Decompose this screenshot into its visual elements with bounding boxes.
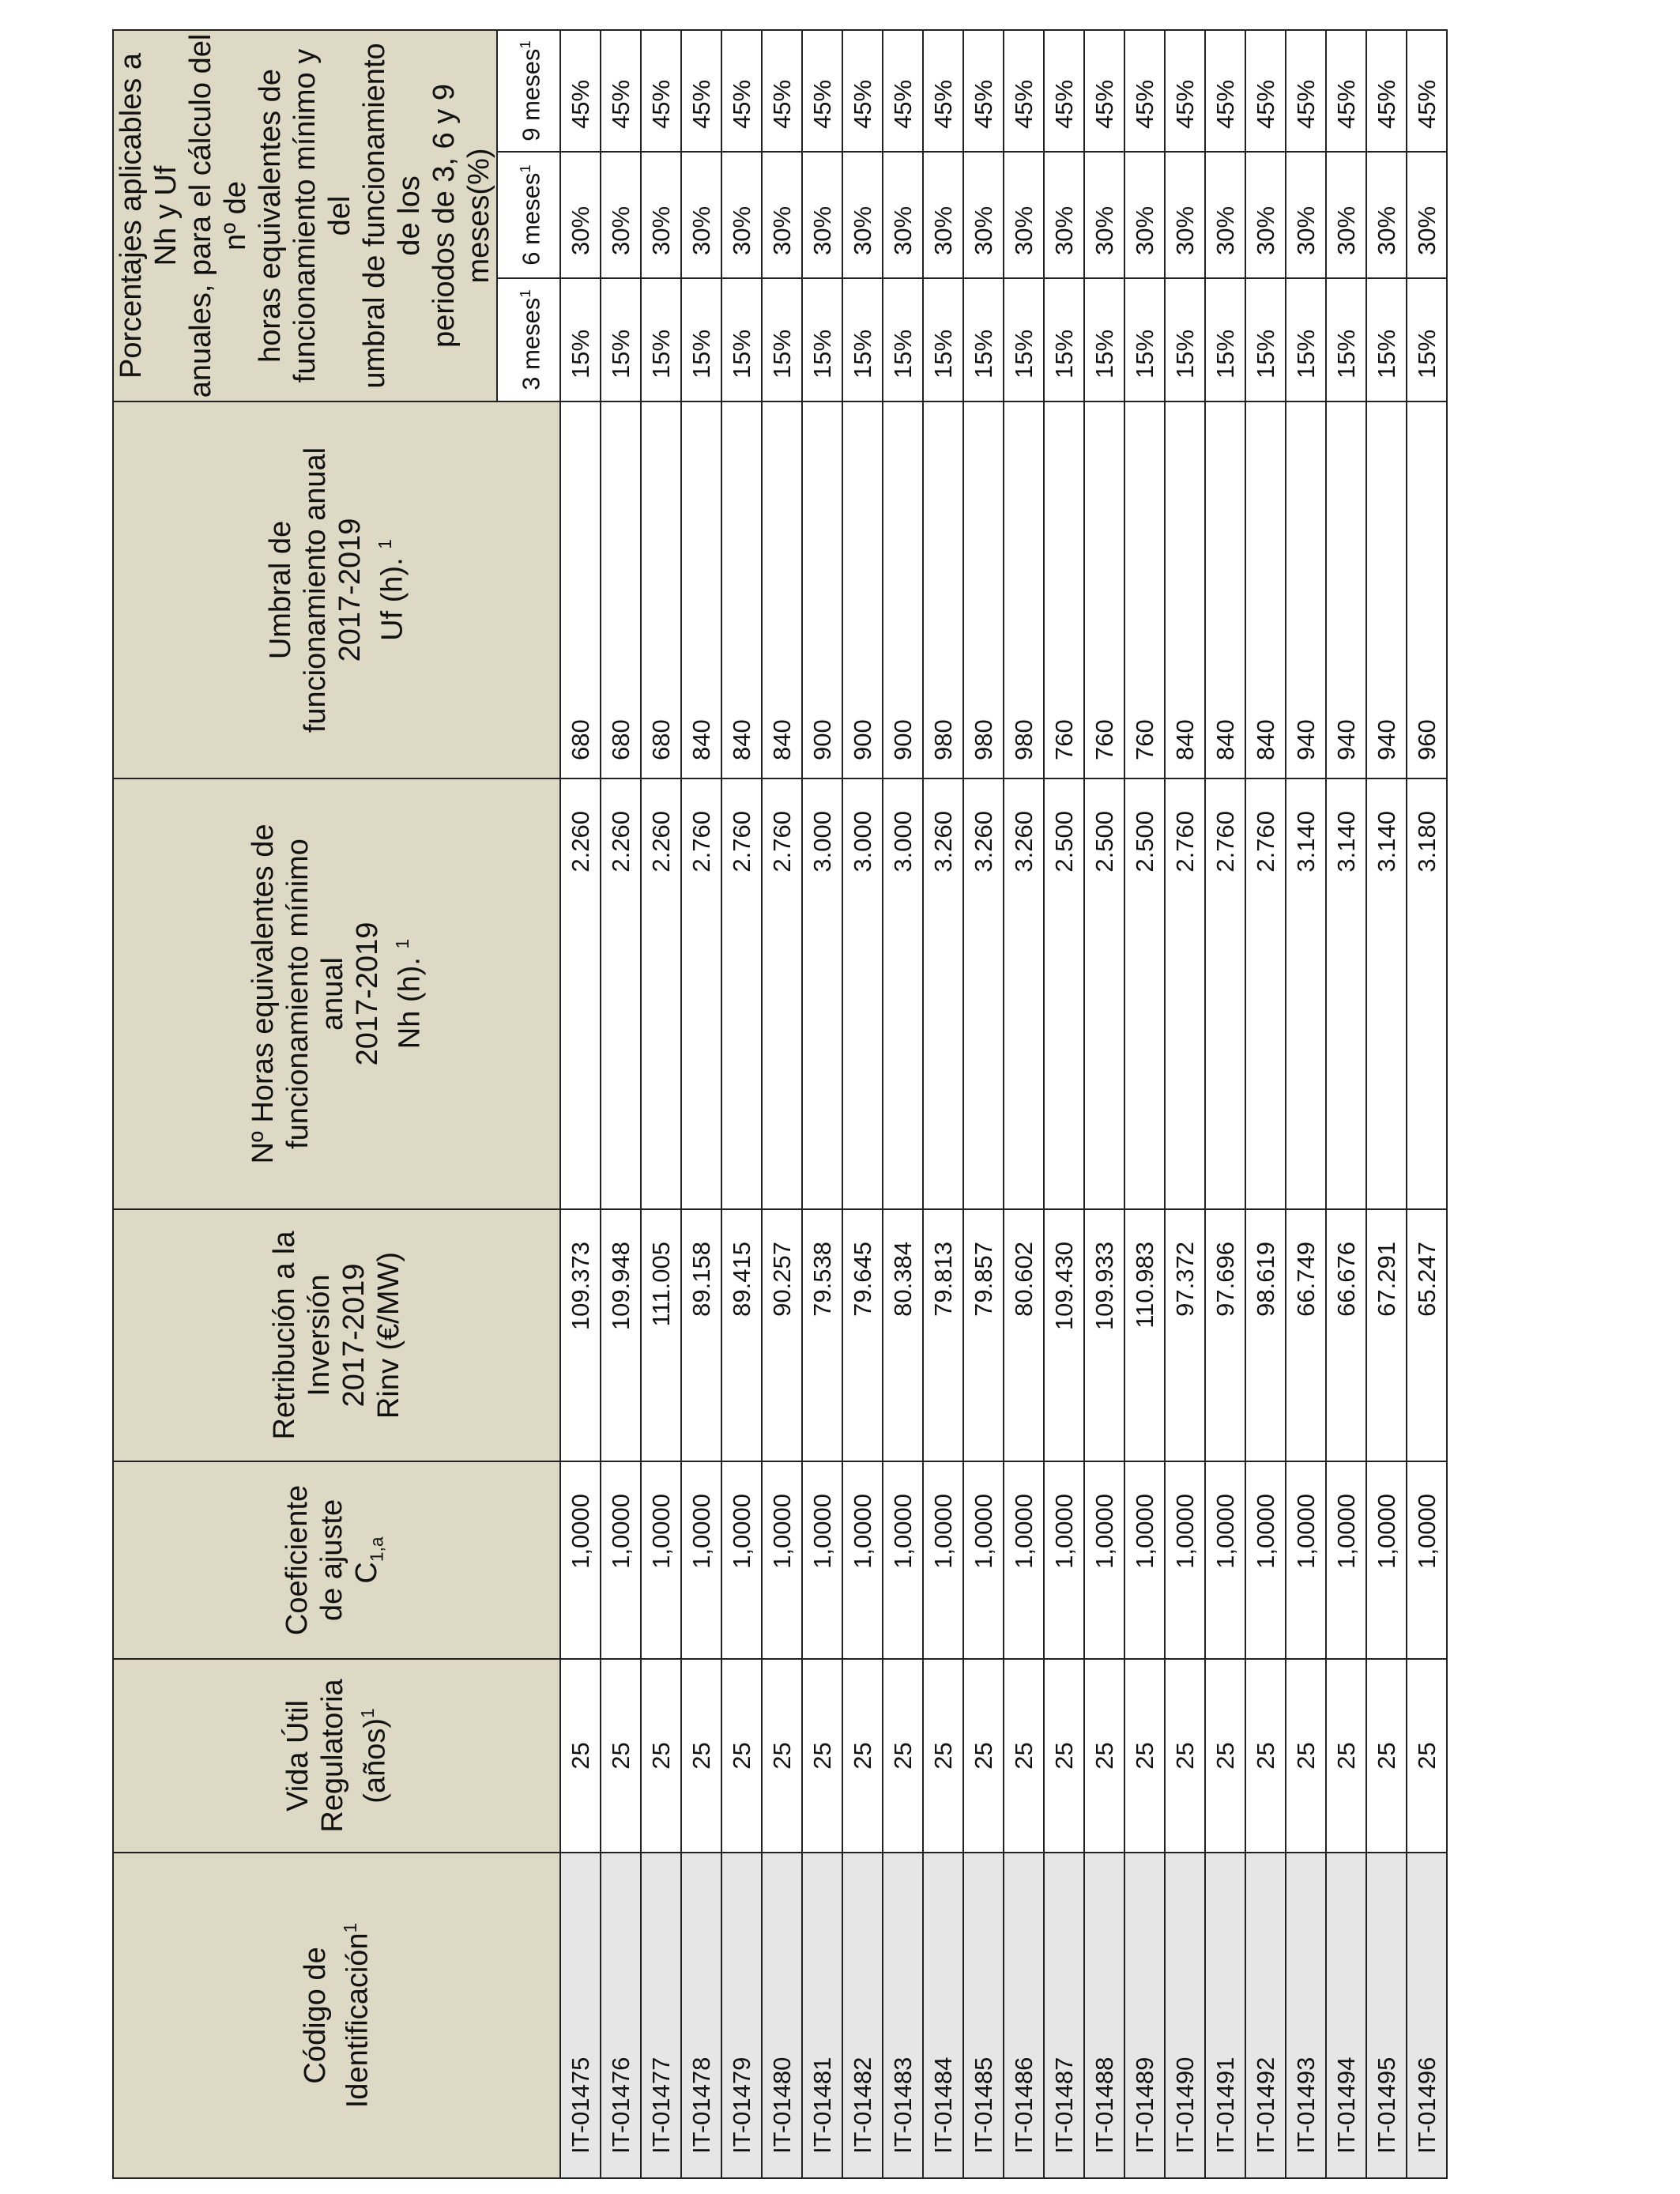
cell-retribucion: 111.005 (641, 1209, 681, 1461)
cell-code: IT-01478 (681, 1853, 721, 2178)
cell-horas: 2.760 (1245, 778, 1286, 1209)
table-row (1124, 30, 1165, 2178)
table-row (681, 30, 721, 2178)
header-retribucion: Retribución a la Inversión 2017-2019 Rinv (€/MW) (113, 1209, 560, 1461)
cell-vida-util: 25 (1286, 1659, 1326, 1853)
table-row (842, 30, 883, 2178)
cell-vida-util: 25 (1326, 1659, 1366, 1853)
cell-code: IT-01493 (1286, 1853, 1326, 2178)
table-row (1245, 30, 1286, 2178)
cell-coeficiente: 1,0000 (641, 1461, 681, 1659)
cell-6-meses: 30% (1366, 152, 1407, 278)
cell-9-meses: 45% (601, 30, 641, 152)
cell-vida-util: 25 (1165, 1659, 1205, 1853)
cell-vida-util: 25 (641, 1659, 681, 1853)
cell-retribucion: 90.257 (762, 1209, 802, 1461)
cell-vida-util: 25 (601, 1659, 641, 1853)
cell-3-meses: 15% (1366, 278, 1407, 401)
cell-6-meses: 30% (842, 152, 883, 278)
header-code: Código de Identificación$^1$ (113, 1853, 560, 2178)
cell-3-meses: 15% (681, 278, 721, 401)
cell-horas: 2.500 (1044, 778, 1084, 1209)
cell-retribucion: 110.983 (1124, 1209, 1165, 1461)
cell-9-meses: 45% (560, 30, 601, 152)
cell-umbral: 680 (601, 401, 641, 778)
table-row (963, 30, 1004, 2178)
cell-retribucion: 109.948 (601, 1209, 641, 1461)
cell-coeficiente: 1,0000 (923, 1461, 963, 1659)
cell-3-meses: 15% (802, 278, 842, 401)
cell-umbral: 840 (1245, 401, 1286, 778)
cell-horas: 3.260 (963, 778, 1004, 1209)
cell-code: IT-01491 (1205, 1853, 1245, 2178)
table-row (1004, 30, 1044, 2178)
cell-6-meses: 30% (1286, 152, 1326, 278)
cell-coeficiente: 1,0000 (963, 1461, 1004, 1659)
cell-code: IT-01496 (1407, 1853, 1447, 2178)
cell-horas: 3.140 (1326, 778, 1366, 1209)
cell-coeficiente: 1,0000 (1366, 1461, 1407, 1659)
cell-6-meses: 30% (601, 152, 641, 278)
cell-3-meses: 15% (1044, 278, 1084, 401)
cell-9-meses: 45% (681, 30, 721, 152)
cell-umbral: 900 (842, 401, 883, 778)
cell-6-meses: 30% (1084, 152, 1124, 278)
cell-6-meses: 30% (1205, 152, 1245, 278)
cell-6-meses: 30% (681, 152, 721, 278)
header-coeficiente: Coeficiente de ajuste $C_{1,a}$ (113, 1461, 560, 1659)
cell-9-meses: 45% (721, 30, 762, 152)
cell-9-meses: 45% (923, 30, 963, 152)
cell-3-meses: 15% (721, 278, 762, 401)
cell-6-meses: 30% (721, 152, 762, 278)
cell-3-meses: 15% (762, 278, 802, 401)
cell-retribucion: 79.813 (923, 1209, 963, 1461)
cell-9-meses: 45% (1205, 30, 1245, 152)
cell-6-meses: 30% (641, 152, 681, 278)
cell-code: IT-01476 (601, 1853, 641, 2178)
cell-3-meses: 15% (601, 278, 641, 401)
cell-6-meses: 30% (1407, 152, 1447, 278)
cell-coeficiente: 1,0000 (1205, 1461, 1245, 1659)
cell-horas: 2.500 (1084, 778, 1124, 1209)
cell-6-meses: 30% (1124, 152, 1165, 278)
cell-coeficiente: 1,0000 (1044, 1461, 1084, 1659)
cell-horas: 2.760 (1205, 778, 1245, 1209)
cell-horas: 3.000 (842, 778, 883, 1209)
cell-coeficiente: 1,0000 (560, 1461, 601, 1659)
cell-horas: 2.260 (601, 778, 641, 1209)
cell-9-meses: 45% (1044, 30, 1084, 152)
cell-vida-util: 25 (762, 1659, 802, 1853)
cell-vida-util: 25 (1366, 1659, 1407, 1853)
cell-coeficiente: 1,0000 (1245, 1461, 1286, 1659)
cell-code: IT-01488 (1084, 1853, 1124, 2178)
cell-vida-util: 25 (1407, 1659, 1447, 1853)
table-row (1286, 30, 1326, 2178)
cell-horas: 3.140 (1286, 778, 1326, 1209)
cell-coeficiente: 1,0000 (1326, 1461, 1366, 1659)
cell-coeficiente: 1,0000 (1165, 1461, 1205, 1659)
cell-horas: 3.000 (883, 778, 923, 1209)
cell-vida-util: 25 (963, 1659, 1004, 1853)
cell-retribucion: 80.384 (883, 1209, 923, 1461)
cell-vida-util: 25 (1004, 1659, 1044, 1853)
cell-coeficiente: 1,0000 (1286, 1461, 1326, 1659)
cell-horas: 2.760 (1165, 778, 1205, 1209)
cell-code: IT-01486 (1004, 1853, 1044, 2178)
cell-9-meses: 45% (1366, 30, 1407, 152)
table-row (1165, 30, 1205, 2178)
cell-umbral: 840 (1205, 401, 1245, 778)
cell-code: IT-01494 (1326, 1853, 1366, 2178)
cell-3-meses: 15% (842, 278, 883, 401)
cell-umbral: 940 (1326, 401, 1366, 778)
cell-vida-util: 25 (1044, 1659, 1084, 1853)
cell-horas: 2.760 (721, 778, 762, 1209)
table-row (1205, 30, 1245, 2178)
table-row (1407, 30, 1447, 2178)
cell-6-meses: 30% (1044, 152, 1084, 278)
cell-retribucion: 80.602 (1004, 1209, 1044, 1461)
cell-9-meses: 45% (1326, 30, 1366, 152)
header-3-meses: 3 meses$^1$ (497, 278, 560, 401)
cell-retribucion: 65.247 (1407, 1209, 1447, 1461)
table-row (721, 30, 762, 2178)
cell-vida-util: 25 (1124, 1659, 1165, 1853)
table-row (883, 30, 923, 2178)
cell-vida-util: 25 (1084, 1659, 1124, 1853)
cell-3-meses: 15% (641, 278, 681, 401)
cell-9-meses: 45% (762, 30, 802, 152)
cell-umbral: 980 (963, 401, 1004, 778)
cell-9-meses: 45% (1286, 30, 1326, 152)
cell-vida-util: 25 (721, 1659, 762, 1853)
cell-6-meses: 30% (1165, 152, 1205, 278)
table-row (560, 30, 601, 2178)
cell-3-meses: 15% (1407, 278, 1447, 401)
cell-9-meses: 45% (1245, 30, 1286, 152)
cell-code: IT-01495 (1366, 1853, 1407, 2178)
cell-coeficiente: 1,0000 (1407, 1461, 1447, 1659)
header-6-meses: 6 meses$^1$ (497, 152, 560, 278)
cell-umbral: 980 (1004, 401, 1044, 778)
cell-retribucion: 109.933 (1084, 1209, 1124, 1461)
cell-3-meses: 15% (1124, 278, 1165, 401)
cell-6-meses: 30% (923, 152, 963, 278)
cell-coeficiente: 1,0000 (1084, 1461, 1124, 1659)
cell-umbral: 840 (681, 401, 721, 778)
cell-coeficiente: 1,0000 (762, 1461, 802, 1659)
cell-3-meses: 15% (1084, 278, 1124, 401)
cell-code: IT-01480 (762, 1853, 802, 2178)
cell-6-meses: 30% (1245, 152, 1286, 278)
cell-retribucion: 79.645 (842, 1209, 883, 1461)
cell-horas: 2.760 (681, 778, 721, 1209)
cell-code: IT-01482 (842, 1853, 883, 2178)
cell-umbral: 840 (721, 401, 762, 778)
cell-6-meses: 30% (1004, 152, 1044, 278)
cell-umbral: 760 (1084, 401, 1124, 778)
cell-horas: 2.260 (560, 778, 601, 1209)
cell-coeficiente: 1,0000 (883, 1461, 923, 1659)
cell-retribucion: 98.619 (1245, 1209, 1286, 1461)
cell-umbral: 760 (1044, 401, 1084, 778)
cell-umbral: 900 (883, 401, 923, 778)
cell-retribucion: 89.158 (681, 1209, 721, 1461)
cell-3-meses: 15% (1165, 278, 1205, 401)
cell-retribucion: 79.857 (963, 1209, 1004, 1461)
cell-horas: 3.260 (1004, 778, 1044, 1209)
header-umbral: Umbral de funcionamiento anual 2017-2019 Uf (h). $^1$ (113, 401, 560, 778)
cell-retribucion: 109.430 (1044, 1209, 1084, 1461)
cell-9-meses: 45% (1004, 30, 1044, 152)
cell-code: IT-01485 (963, 1853, 1004, 2178)
header-porcentajes: Porcentajes aplicables a Nh y Uf anuales, para el cálculo del nº de horas equivalentes de funcionamiento mínimo y del umbral de funcionamiento de los periodos de 3, 6 y 9 meses(%) (113, 30, 497, 401)
table-body (560, 30, 1447, 2178)
cell-umbral: 960 (1407, 401, 1447, 778)
cell-3-meses: 15% (923, 278, 963, 401)
cell-coeficiente: 1,0000 (802, 1461, 842, 1659)
cell-9-meses: 45% (641, 30, 681, 152)
cell-umbral: 760 (1124, 401, 1165, 778)
cell-retribucion: 79.538 (802, 1209, 842, 1461)
cell-code: IT-01477 (641, 1853, 681, 2178)
cell-9-meses: 45% (1165, 30, 1205, 152)
cell-retribucion: 109.373 (560, 1209, 601, 1461)
cell-3-meses: 15% (1326, 278, 1366, 401)
table-row (601, 30, 641, 2178)
cell-6-meses: 30% (1326, 152, 1366, 278)
cell-coeficiente: 1,0000 (721, 1461, 762, 1659)
rotated-table-page (112, 31, 1441, 2179)
header-horas-equivalentes: Nº Horas equivalentes de funcionamiento mínimo anual 2017-2019 Nh (h). $^1$ (113, 778, 560, 1209)
table-row (641, 30, 681, 2178)
cell-9-meses: 45% (1407, 30, 1447, 152)
cell-umbral: 680 (641, 401, 681, 778)
cell-umbral: 900 (802, 401, 842, 778)
cell-6-meses: 30% (762, 152, 802, 278)
cell-9-meses: 45% (1124, 30, 1165, 152)
cell-9-meses: 45% (842, 30, 883, 152)
cell-3-meses: 15% (1286, 278, 1326, 401)
cell-umbral: 840 (1165, 401, 1205, 778)
cell-code: IT-01484 (923, 1853, 963, 2178)
cell-coeficiente: 1,0000 (842, 1461, 883, 1659)
cell-3-meses: 15% (1004, 278, 1044, 401)
cell-horas: 3.260 (923, 778, 963, 1209)
cell-9-meses: 45% (963, 30, 1004, 152)
cell-code: IT-01490 (1165, 1853, 1205, 2178)
cell-vida-util: 25 (923, 1659, 963, 1853)
header-vida-util: Vida Útil Regulatoria (años)$^1$ (113, 1659, 560, 1853)
cell-retribucion: 66.749 (1286, 1209, 1326, 1461)
table-row (762, 30, 802, 2178)
table-row (923, 30, 963, 2178)
table-row (1366, 30, 1407, 2178)
cell-9-meses: 45% (883, 30, 923, 152)
cell-3-meses: 15% (560, 278, 601, 401)
cell-umbral: 840 (762, 401, 802, 778)
cell-retribucion: 97.372 (1165, 1209, 1205, 1461)
cell-6-meses: 30% (802, 152, 842, 278)
cell-3-meses: 15% (883, 278, 923, 401)
cell-code: IT-01487 (1044, 1853, 1084, 2178)
cell-code: IT-01489 (1124, 1853, 1165, 2178)
cell-umbral: 680 (560, 401, 601, 778)
cell-horas: 2.760 (762, 778, 802, 1209)
cell-vida-util: 25 (802, 1659, 842, 1853)
table-row (1044, 30, 1084, 2178)
cell-6-meses: 30% (963, 152, 1004, 278)
cell-6-meses: 30% (560, 152, 601, 278)
table-row (1326, 30, 1366, 2178)
cell-horas: 3.140 (1366, 778, 1407, 1209)
table-row (802, 30, 842, 2178)
cell-coeficiente: 1,0000 (601, 1461, 641, 1659)
cell-coeficiente: 1,0000 (1004, 1461, 1044, 1659)
cell-3-meses: 15% (1205, 278, 1245, 401)
cell-code: IT-01483 (883, 1853, 923, 2178)
cell-9-meses: 45% (802, 30, 842, 152)
table-row (1084, 30, 1124, 2178)
cell-vida-util: 25 (560, 1659, 601, 1853)
cell-3-meses: 15% (1245, 278, 1286, 401)
cell-retribucion: 89.415 (721, 1209, 762, 1461)
cell-vida-util: 25 (681, 1659, 721, 1853)
cell-umbral: 940 (1286, 401, 1326, 778)
cell-code: IT-01481 (802, 1853, 842, 2178)
cell-9-meses: 45% (1084, 30, 1124, 152)
cell-horas: 3.180 (1407, 778, 1447, 1209)
cell-retribucion: 66.676 (1326, 1209, 1366, 1461)
cell-vida-util: 25 (1205, 1659, 1245, 1853)
cell-retribucion: 97.696 (1205, 1209, 1245, 1461)
cell-vida-util: 25 (1245, 1659, 1286, 1853)
retribution-table (112, 29, 1448, 2179)
cell-retribucion: 67.291 (1366, 1209, 1407, 1461)
cell-horas: 2.500 (1124, 778, 1165, 1209)
table-header (113, 30, 560, 2178)
cell-horas: 2.260 (641, 778, 681, 1209)
cell-coeficiente: 1,0000 (1124, 1461, 1165, 1659)
cell-umbral: 980 (923, 401, 963, 778)
cell-3-meses: 15% (963, 278, 1004, 401)
cell-vida-util: 25 (842, 1659, 883, 1853)
cell-vida-util: 25 (883, 1659, 923, 1853)
cell-6-meses: 30% (883, 152, 923, 278)
cell-code: IT-01475 (560, 1853, 601, 2178)
cell-code: IT-01492 (1245, 1853, 1286, 2178)
cell-horas: 3.000 (802, 778, 842, 1209)
cell-code: IT-01479 (721, 1853, 762, 2178)
header-9-meses: 9 meses$^1$ (497, 30, 560, 152)
cell-coeficiente: 1,0000 (681, 1461, 721, 1659)
cell-umbral: 940 (1366, 401, 1407, 778)
